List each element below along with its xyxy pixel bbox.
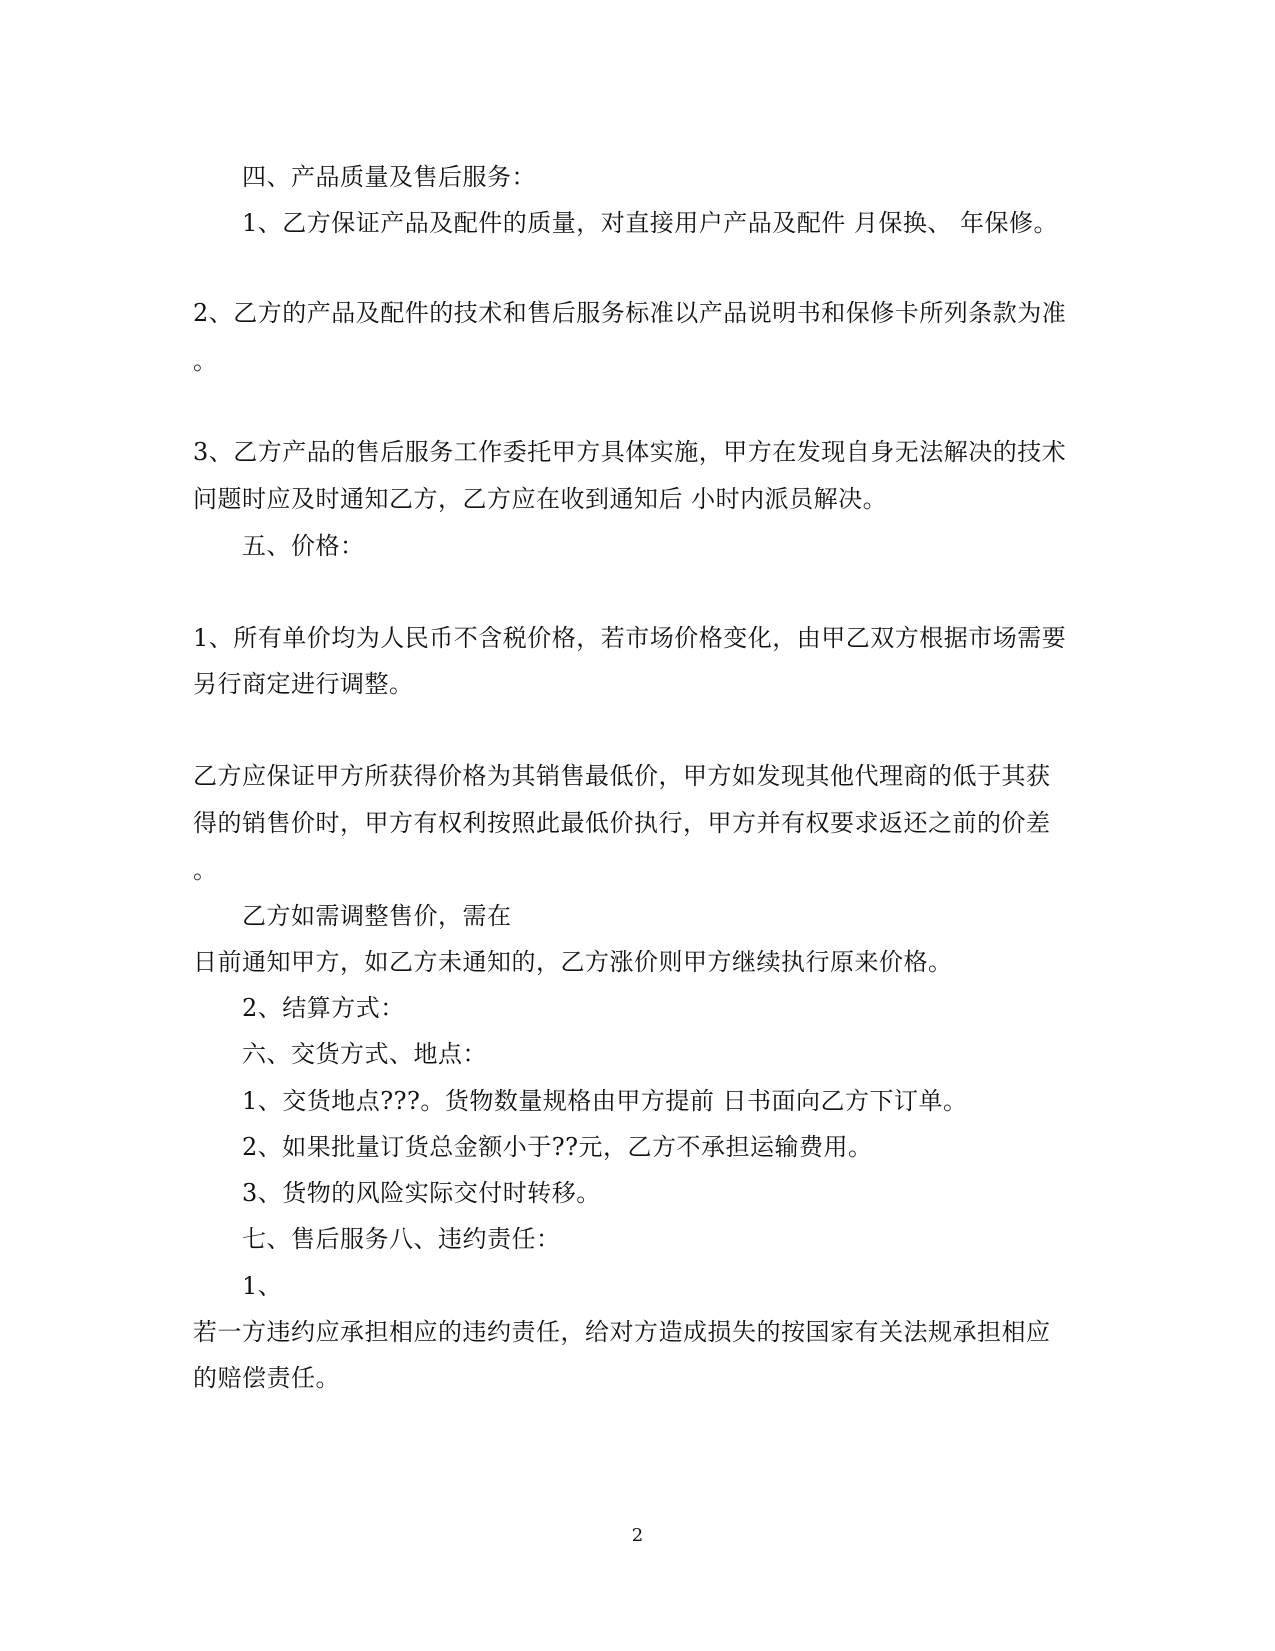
paragraph-line: 1、 [242,1272,283,1300]
paragraph-line: 3、货物的风险实际交付时转移。 [242,1179,601,1207]
section-heading-after-sales-breach: 七、售后服务八、违约责任： [242,1225,561,1253]
paragraph-line: 若一方违约应承担相应的违约责任，给对方造成损失的按国家有关法规承担相应 [193,1318,1051,1346]
paragraph-line: 另行商定进行调整。 [193,670,414,698]
paragraph-line: 1、乙方保证产品及配件的质量，对直接用户产品及配件 月保换、 年保修。 [242,209,1059,237]
paragraph-line: 1、所有单价均为人民币不含税价格，若市场价格变化，由甲乙双方根据市场需要 [193,624,1067,652]
paragraph-line: 日前通知甲方，如乙方未通知的，乙方涨价则甲方继续执行原来价格。 [193,948,953,976]
paragraph-line: 问题时应及时通知乙方，乙方应在收到通知后 小时内派员解决。 [193,485,888,513]
paragraph-line: 1、交货地点???。货物数量规格由甲方提前 日书面向乙方下订单。 [242,1087,968,1115]
page-number: 2 [631,1525,644,1546]
section-heading-price: 五、价格： [242,532,365,560]
paragraph-line: 乙方应保证甲方所获得价格为其销售最低价，甲方如发现其他代理商的低于其获 [193,762,1051,790]
paragraph-line: 3、乙方产品的售后服务工作委托甲方具体实施，甲方在发现自身无法解决的技术 [193,438,1067,466]
paragraph-line: 。 [193,347,218,375]
paragraph-line: 的赔偿责任。 [193,1364,340,1392]
paragraph-line: 2、如果批量订货总金额小于??元，乙方不承担运输费用。 [242,1133,873,1161]
section-heading-quality: 四、产品质量及售后服务： [242,163,536,191]
paragraph-line: 2、结算方式： [242,994,405,1022]
paragraph-line: 。 [193,856,218,884]
paragraph-line: 2、乙方的产品及配件的技术和售后服务标准以产品说明书和保修卡所列条款为准 [193,299,1067,327]
paragraph-line: 得的销售价时，甲方有权利按照此最低价执行，甲方并有权要求返还之前的价差 [193,809,1051,837]
section-heading-delivery: 六、交货方式、地点： [242,1040,487,1068]
paragraph-line: 乙方如需调整售价，需在 [242,902,512,930]
